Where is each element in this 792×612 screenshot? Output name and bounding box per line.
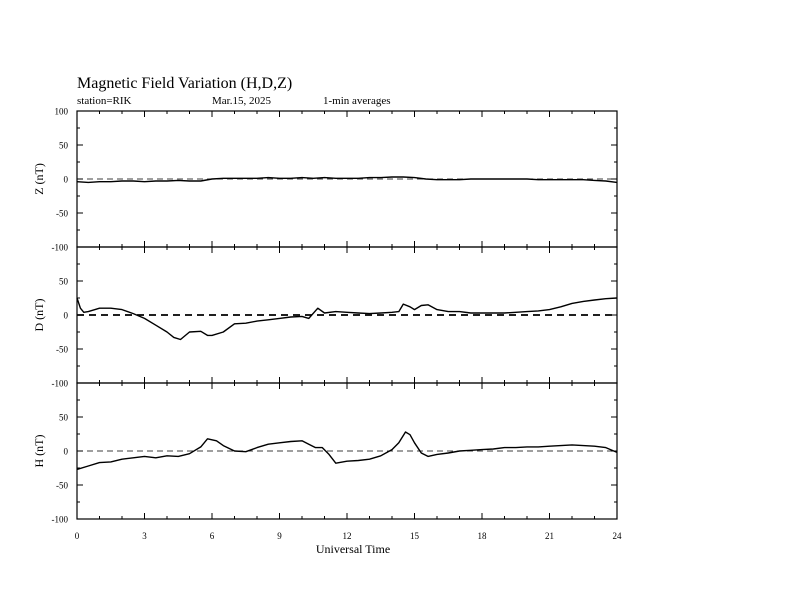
series-line-z — [77, 177, 617, 182]
x-tick-label: 24 — [612, 531, 622, 541]
x-tick-label: 12 — [342, 531, 352, 541]
y-axis-label-z: Z (nT) — [32, 163, 46, 195]
y-tick-label-z: 50 — [59, 140, 68, 151]
y-tick-label-h: -50 — [56, 480, 68, 491]
y-tick-label-z: 100 — [54, 106, 68, 117]
y-tick-label-d: 50 — [59, 276, 68, 287]
x-tick-label: 21 — [545, 531, 554, 541]
x-tick-label: 18 — [477, 531, 487, 541]
x-tick-label: 6 — [209, 531, 215, 541]
y-axis-label-d: D (nT) — [32, 298, 46, 332]
x-tick-label: 3 — [142, 531, 147, 541]
x-tick-label: 0 — [74, 531, 80, 541]
y-tick-label-h: 50 — [59, 412, 68, 423]
y-tick-label-z: -100 — [51, 242, 68, 253]
y-tick-label-d: -50 — [56, 344, 68, 355]
date-label: Mar.15, 2025 — [212, 95, 271, 107]
station-label: station=RIK — [77, 95, 132, 107]
y-tick-label-z: -50 — [56, 208, 68, 219]
x-tick-label: 15 — [410, 531, 419, 541]
x-axis-label: Universal Time — [315, 542, 391, 556]
y-tick-label-z: 0 — [63, 174, 68, 185]
y-tick-label-h: -100 — [51, 514, 68, 525]
averaging-label: 1-min averages — [323, 95, 391, 107]
y-tick-label-d: 0 — [63, 310, 68, 321]
x-tick-label: 9 — [277, 531, 282, 541]
y-axis-label-h: H (nT) — [32, 434, 46, 468]
chart-title: Magnetic Field Variation (H,D,Z) — [77, 75, 293, 92]
series-line-d — [77, 298, 617, 340]
y-tick-label-d: -100 — [51, 378, 68, 389]
y-tick-label-h: 0 — [63, 446, 68, 457]
